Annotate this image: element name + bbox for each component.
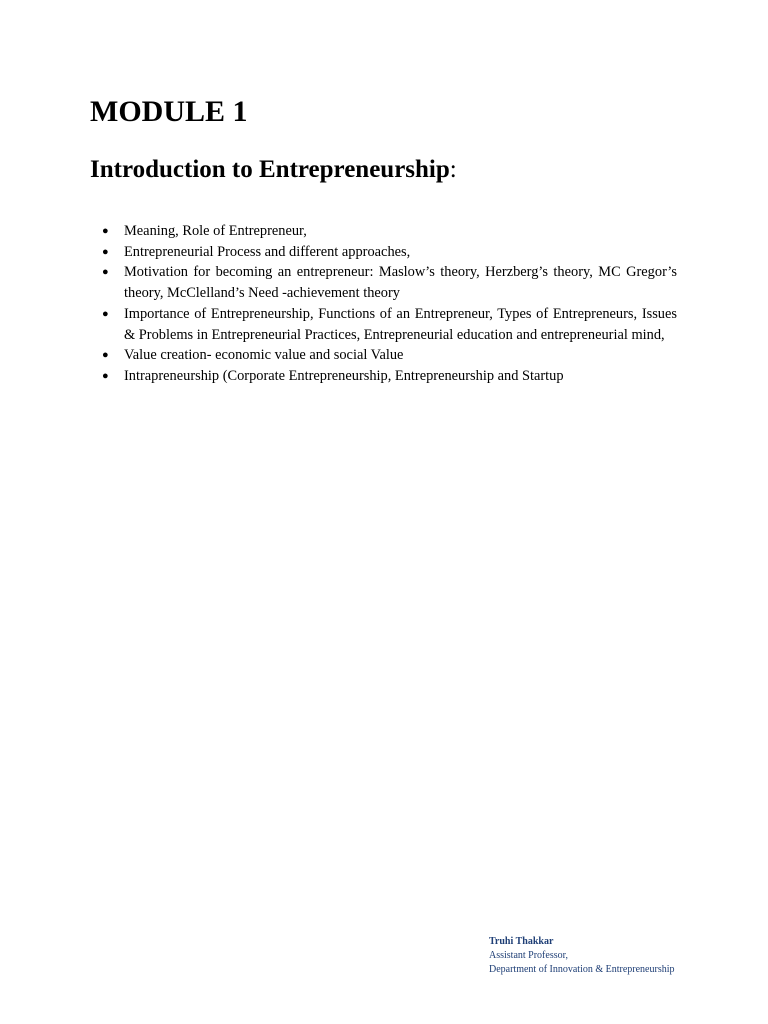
topic-text: Entrepreneurial Process and different approaches, (124, 243, 411, 260)
topic-text: Importance of Entrepreneurship, Functions of an Entrepreneur, Types of Entrepreneurs, Issues & Problems in Entrepreneurial Practices, Entrepreneurial education and entrepreneurial mind, (124, 305, 677, 343)
topic-text: Intrapreneurship (Corporate Entrepreneurship, Entrepreneurship and Startup (124, 367, 564, 384)
topic-item (100, 345, 677, 366)
bullet-icon: ● (102, 245, 109, 258)
bullet-icon: ● (102, 349, 109, 362)
topic-item (100, 304, 677, 345)
bullet-icon: ● (102, 225, 109, 237)
topic-text: Value creation- economic value and social Value (124, 347, 404, 364)
topic-text: Meaning, Role of Entrepreneur, (124, 223, 307, 239)
section-heading (90, 153, 457, 187)
section-title-colon: : (449, 156, 457, 183)
bullet-icon: ● (102, 307, 109, 320)
author-name: Truhi Thakkar (489, 936, 554, 947)
author-signature (489, 935, 675, 977)
topic-item (100, 262, 677, 303)
topic-item (100, 242, 677, 263)
bullet-icon: ● (102, 369, 109, 382)
topic-item (100, 221, 677, 242)
topic-list (100, 221, 677, 387)
module-title: MODULE 1 (90, 95, 248, 128)
topic-item (100, 366, 677, 387)
section-title: Introduction to Entrepreneurship (90, 156, 450, 183)
topic-text: Motivation for becoming an entrepreneur: Maslow’s theory, Herzberg’s theory, MC Gregor’s theory, McClelland’s Need -achievement theory (124, 264, 677, 302)
bullet-icon: ● (102, 266, 109, 279)
author-department: Department of Innovation & Entrepreneurship (489, 964, 675, 975)
author-role: Assistant Professor, (489, 950, 569, 961)
